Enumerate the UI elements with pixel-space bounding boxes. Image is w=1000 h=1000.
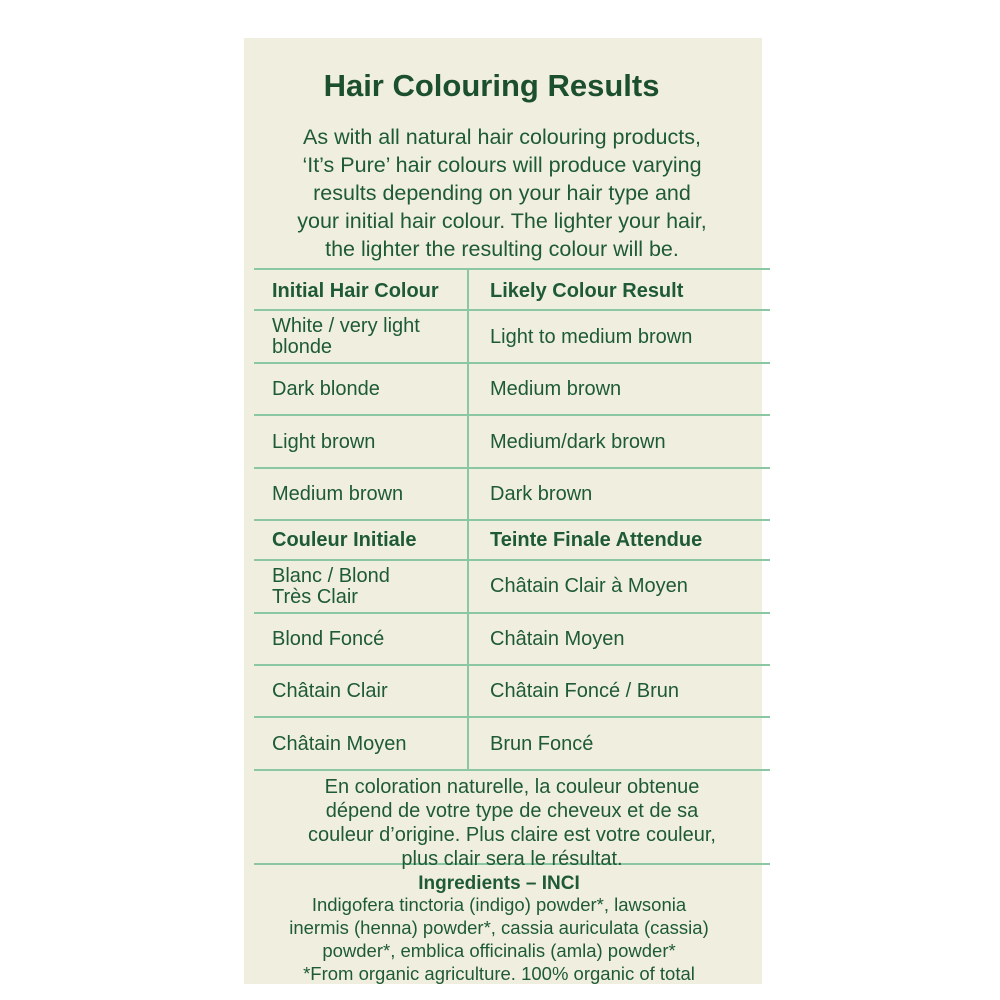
table-header-result-fr: Teinte Finale Attendue — [490, 529, 703, 551]
table-rule — [254, 414, 770, 416]
intro-line: As with all natural hair colouring products, — [303, 125, 701, 149]
ingredients-title: Ingredients – INCI — [418, 873, 580, 894]
intro-line: the lighter the resulting colour will be. — [325, 237, 679, 261]
ingredients-line: inermis (henna) powder*, cassia auriculata (cassia) — [289, 917, 709, 938]
french-note-line: couleur d’origine. Plus claire est votre couleur, — [308, 824, 716, 846]
table-cell: Châtain Moyen — [272, 733, 407, 755]
table-header-result: Likely Colour Result — [490, 280, 684, 302]
intro-line: your initial hair colour. The lighter your hair, — [297, 209, 707, 233]
table-cell: Medium brown — [272, 483, 404, 505]
table-cell: Dark brown — [490, 483, 593, 505]
column-divider — [467, 270, 469, 769]
french-note — [252, 775, 772, 871]
table-rule — [254, 362, 770, 364]
table-header-initial: Initial Hair Colour — [272, 280, 439, 302]
ingredients-text — [254, 893, 744, 985]
table-cell: Light brown — [272, 431, 376, 453]
table-cell: Dark blonde — [272, 378, 380, 400]
table-rule — [254, 467, 770, 469]
table-cell: White / very light blonde — [272, 315, 420, 358]
table-rule — [254, 268, 770, 270]
table-cell: Blond Foncé — [272, 628, 385, 650]
table-cell: Châtain Moyen — [490, 628, 625, 650]
table-cell: Châtain Clair à Moyen — [490, 575, 688, 597]
table-cell: Medium brown — [490, 378, 622, 400]
ingredients-line: *From organic agriculture. 100% organic of total — [303, 963, 695, 984]
table-rule — [254, 664, 770, 666]
table-cell: Blanc / Blond Très Clair — [272, 565, 390, 608]
french-note-line: dépend de votre type de cheveux et de sa — [325, 800, 699, 822]
table-rule — [254, 559, 770, 561]
ingredients-line: Indigofera tinctoria (indigo) powder*, lawsonia — [311, 894, 687, 915]
french-note-line: En coloration naturelle, la couleur obtenue — [324, 776, 700, 798]
ingredients-line: powder*, emblica officinalis (amla) powder* — [322, 940, 676, 961]
french-note-line: plus clair sera le résultat. — [401, 848, 623, 870]
table-rule — [254, 612, 770, 614]
intro-line: results depending on your hair type and — [313, 181, 691, 205]
table-cell: Light to medium brown — [490, 326, 693, 348]
table-cell: Châtain Foncé / Brun — [490, 680, 679, 702]
table-cell: Medium/dark brown — [490, 431, 666, 453]
table-cell: Brun Foncé — [490, 733, 594, 755]
intro-line: ‘It’s Pure’ hair colours will produce varying — [302, 153, 702, 177]
table-rule — [254, 716, 770, 718]
table-rule — [254, 519, 770, 521]
page-title: Hair Colouring Results — [323, 68, 660, 103]
intro-text — [262, 123, 742, 263]
table-rule — [254, 309, 770, 311]
table-rule — [254, 769, 770, 771]
table-header-initial-fr: Couleur Initiale — [272, 529, 417, 551]
table-cell: Châtain Clair — [272, 680, 388, 702]
